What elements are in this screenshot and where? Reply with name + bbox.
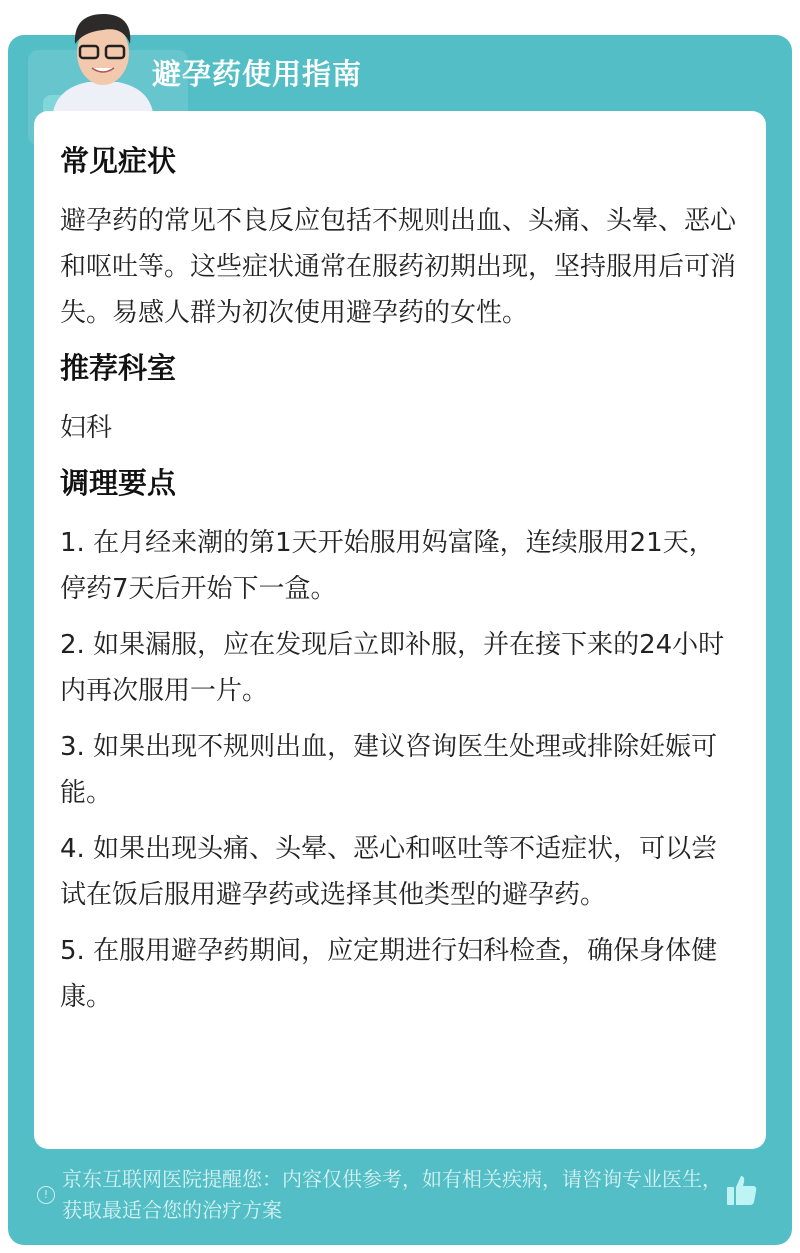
care-item: 5. 在服用避孕药期间，应定期进行妇科检查，确保身体健康。 xyxy=(60,936,718,1012)
content-card xyxy=(34,111,766,1149)
disclaimer-text: 京东互联网医院提醒您：内容仅供参考，如有相关疾病，请咨询专业医生，获取最适合您的治疗方案 xyxy=(62,1167,722,1222)
page-title: 避孕药使用指南 xyxy=(152,57,363,91)
section-heading-symptoms: 常见症状 xyxy=(60,144,177,178)
care-item: 2. 如果漏服，应在发现后立即补服，并在接下来的24小时内再次服用一片。 xyxy=(60,630,725,706)
care-item: 4. 如果出现头痛、头晕、恶心和呕吐等不适症状，可以尝试在饭后服用避孕药或选择其他类型的避孕药。 xyxy=(60,834,718,910)
doctor-avatar xyxy=(48,8,158,112)
warning-icon: ! xyxy=(37,1186,55,1204)
section-heading-care: 调理要点 xyxy=(60,466,177,500)
thumbs-up-icon[interactable] xyxy=(726,1174,758,1206)
symptoms-text: 避孕药的常见不良反应包括不规则出血、头痛、头晕、恶心和呕吐等。这些症状通常在服药初期出现，坚持服用后可消失。易感人群为初次使用避孕药的女性。 xyxy=(60,206,737,328)
care-item: 1. 在月经来潮的第1天开始服用妈富隆，连续服用21天，停药7天后开始下一盒。 xyxy=(60,528,715,604)
section-heading-department: 推荐科室 xyxy=(60,351,177,385)
department-text: 妇科 xyxy=(60,413,113,443)
care-item: 3. 如果出现不规则出血，建议咨询医生处理或排除妊娠可能。 xyxy=(60,732,718,808)
